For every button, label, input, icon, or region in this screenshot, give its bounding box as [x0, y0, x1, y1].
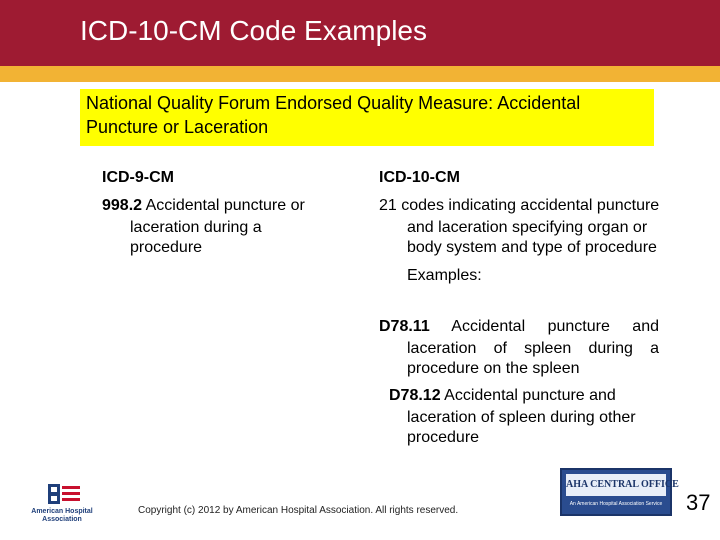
example1-line-1: [379, 317, 659, 337]
icd10-examples-label: Examples:: [407, 267, 482, 284]
aha-logo-text-2: Association: [42, 516, 82, 523]
icd9-column: [102, 168, 342, 268]
example1-word: Accidental: [451, 318, 526, 335]
example1-code: D78.11: [379, 318, 430, 335]
title-bar-stripe: [0, 66, 720, 82]
example2-text: Accidental puncture and: [440, 387, 616, 404]
icd10-column: [379, 168, 699, 458]
aha-logo-text-1: American Hospital: [31, 508, 93, 515]
example1-word: laceration: [407, 340, 477, 357]
example1-word: of: [493, 340, 507, 357]
example1-word: puncture: [547, 318, 610, 335]
icd10-intro-line-2: and laceration specifying organ or: [407, 219, 648, 236]
banner-line-1: National Quality Forum Endorsed Quality Measure: Accidental: [86, 93, 581, 113]
central-office-logo-tagline: An American Hospital Association Service: [569, 501, 663, 507]
example1-line-3: procedure on the spleen: [407, 360, 580, 377]
icd10-intro-line-1: 21 codes indicating accidental puncture: [379, 197, 660, 214]
icd10-intro-line-3: body system and type of procedure: [407, 239, 657, 256]
copyright-notice: Copyright (c) 2012 by American Hospital Association. All rights reserved.: [138, 505, 459, 516]
example1-word: and: [632, 318, 659, 335]
icd9-description-line-2: laceration during a: [130, 219, 262, 236]
example2-line-1: [389, 386, 616, 406]
aha-logo: [26, 482, 98, 524]
icd9-description-text: Accidental puncture or: [142, 197, 305, 214]
central-office-logo-title: AHA CENTRAL OFFICE: [566, 474, 666, 496]
icd9-heading: ICD-9-CM: [102, 169, 174, 186]
page-number: 37: [686, 490, 711, 515]
example1-line-2: [407, 339, 659, 359]
page-title: ICD-10-CM Code Examples: [80, 15, 427, 46]
icd9-code: 998.2: [102, 197, 143, 214]
measure-banner: [80, 89, 654, 146]
example1-word: spleen: [524, 340, 572, 357]
icd10-heading: ICD-10-CM: [379, 169, 460, 186]
icd9-description-line-3: procedure: [130, 239, 203, 256]
example1-word: during: [588, 340, 633, 357]
example2-line-3: procedure: [407, 429, 480, 446]
example2-line-2: laceration of spleen during other: [407, 409, 636, 426]
aha-logo-mark: [26, 482, 98, 508]
central-office-logo: [560, 468, 679, 516]
example1-word: a: [650, 340, 660, 357]
icd9-description-line-1: [102, 196, 305, 216]
banner-line-2: Puncture or Laceration: [86, 117, 269, 137]
example2-code: D78.12: [389, 387, 441, 404]
